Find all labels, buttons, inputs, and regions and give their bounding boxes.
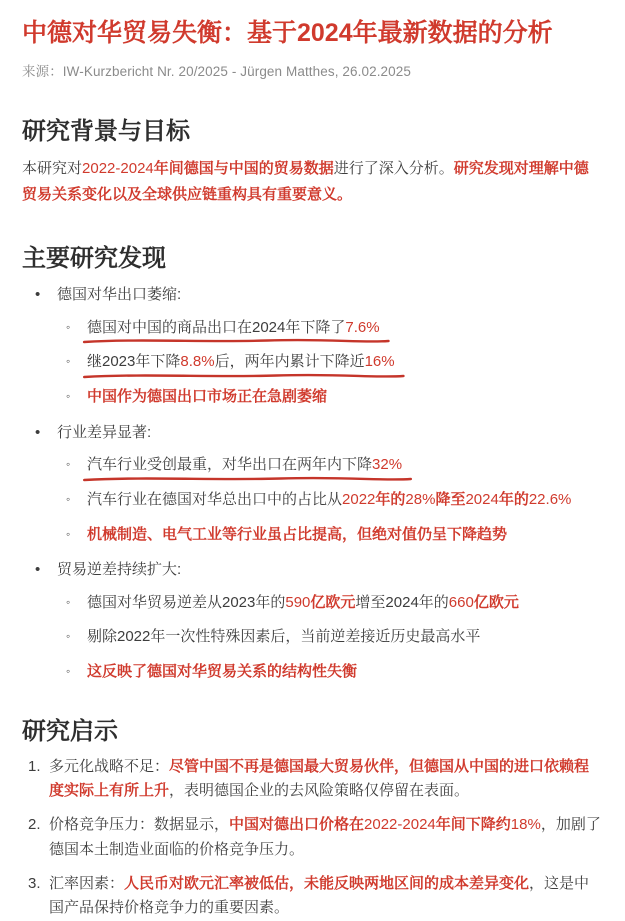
bullet-label: 贸易逆差持续扩大: [57,561,182,579]
text-segment: 亿欧元 [473,593,519,611]
text-segment: 本研究对 [22,160,83,178]
bullet-label: 行业差异显著: [57,423,152,441]
sub-list-item [66,661,601,685]
sub-list-item [66,524,601,548]
text-segment: 降至 [435,490,466,508]
text-segment: 人民币对欧元汇率被低估，未能反映两地区间的成本差异变化 [124,874,530,892]
text-segment: 汇率因素： [49,874,125,892]
circle-bullet-icon: ◦ [66,319,71,334]
bullet-label: 德国对华出口萎缩: [57,286,182,304]
red-underline-annotation-icon [81,371,407,381]
sub-list-item [66,317,601,341]
sub-item-text [87,386,327,410]
sub-list-item [66,351,601,375]
text-segment: ，这是中国产品保持价格竞争力的重要因素。 [49,874,590,917]
text-segment: 中国作为德国出口市场正在急剧萎缩 [87,388,328,405]
text-segment: 660 [448,593,474,611]
text-segment: 590 [285,593,311,611]
sub-list-item [66,626,601,650]
text-segment: 汽车行业在德国对华总出口中的占比从 [87,490,343,508]
text-segment: 剔除2022年一次性特殊因素后，当前逆差接近历史最高水平 [87,628,481,646]
text-segment: 亿欧元 [310,593,356,611]
list-item [35,558,601,685]
bullet-line [35,558,601,581]
text-segment: 价格竞争压力：数据显示， [49,816,230,834]
text-segment: 多元化战略不足： [49,757,170,775]
text-segment: 28% [405,490,436,508]
text-segment: 2022-2024 [364,816,436,834]
text-segment: 2022-2024 [82,160,154,178]
sub-item-text [87,489,571,513]
section-paragraph [22,156,601,207]
text-segment: 这反映了德国对华贸易关系的结构性失衡 [87,663,358,680]
sub-list-item [66,386,601,410]
section-heading-background: 研究背景与目标 [22,118,190,146]
text-segment: 继2023年下降 [87,353,181,371]
red-underline-annotation-icon [81,474,414,484]
numbered-item-text [49,755,601,804]
numbered-item [28,813,601,862]
circle-bullet-icon: ◦ [66,664,71,678]
section-heading-implications: 研究启示 [22,717,118,745]
sub-list [35,454,601,547]
text-segment: 尽管中国不再是德国最大贸易伙伴，但德国从中国的进口依赖程度实际上有所上升 [49,757,590,800]
bullet-line [35,421,601,444]
sub-item-text [87,592,519,616]
bullet-icon: • [35,286,41,304]
text-segment: 32% [372,456,403,473]
sub-item-text [87,317,380,341]
text-segment: 德国对华贸易逆差从2023年的 [87,593,286,611]
sub-list [35,592,601,685]
text-segment: 2024 [465,490,499,508]
text-segment: 增至2024年的 [355,593,449,611]
document-content [22,111,601,920]
text-segment: ，加剧了德国本土制造业面临的价格竞争压力。 [49,816,601,858]
text-segment: 2022 [342,490,376,508]
circle-bullet-icon: ◦ [66,457,71,471]
text-segment: 德国对中国的商品出口在2024年下降了 [87,318,346,336]
bullet-icon: • [35,423,41,441]
bullet-icon: • [35,561,41,579]
sub-item-text [87,454,402,478]
text-segment: 机械制造、电气工业等行业虽占比提高，但绝对值仍呈下降趋势 [87,525,508,543]
sub-list-item [66,454,601,478]
text-segment: 18% [510,816,541,834]
text-segment: 进行了深入分析。 [333,160,454,178]
item-number: 2. [28,816,41,834]
text-segment: 汽车行业受创最重，对华出口在两年内下降 [87,456,373,473]
text-segment: 7.6% [345,318,380,336]
implications-list [22,755,601,921]
item-number: 1. [28,757,41,775]
page-title: 中德对华贸易失衡：基于2024年最新数据的分析 [22,19,553,47]
text-segment: 年间德国与中国的贸易数据 [153,160,334,178]
text-segment: 8.8% [180,353,215,371]
numbered-item-text [49,813,601,862]
sub-list [35,317,601,410]
text-segment: 年的 [498,490,529,508]
numbered-item-text [49,872,601,921]
list-item [35,421,601,548]
red-underline-annotation-icon [81,336,392,346]
text-segment: 年的 [375,490,406,508]
sub-list-item [66,592,601,616]
sub-item-text [87,524,507,548]
text-segment: 中国对德出口价格在 [229,816,365,834]
section-heading-findings: 主要研究发现 [22,245,166,273]
item-number: 3. [28,874,41,892]
circle-bullet-icon: ◦ [66,526,71,541]
sub-item-text [87,661,357,685]
numbered-item [28,755,601,804]
text-segment: 年间下降约 [435,816,511,834]
list-item [35,283,601,410]
circle-bullet-icon: ◦ [66,594,71,609]
findings-list [22,283,601,685]
bullet-line [35,283,601,306]
text-segment: 后，两年内累计下降近 [214,353,365,371]
sub-list-item [66,489,601,513]
circle-bullet-icon: ◦ [66,491,71,506]
sub-item-text [87,626,480,650]
text-segment: 16% [364,353,395,371]
source-line: 来源：IW-Kurzbericht Nr. 20/2025 - Jürgen Matthes, 26.02.2025 [22,64,411,80]
circle-bullet-icon: ◦ [66,354,71,369]
numbered-item [28,872,601,921]
circle-bullet-icon: ◦ [66,629,71,644]
text-segment: 研究发现对理解中德贸易关系变化以及全球供应链重构具有重要意义。 [22,160,589,203]
text-segment: 22.6% [528,490,572,508]
circle-bullet-icon: ◦ [66,389,71,403]
sub-item-text [87,351,395,375]
text-segment: ，表明德国企业的去风险策略仅停留在表面。 [169,782,470,800]
